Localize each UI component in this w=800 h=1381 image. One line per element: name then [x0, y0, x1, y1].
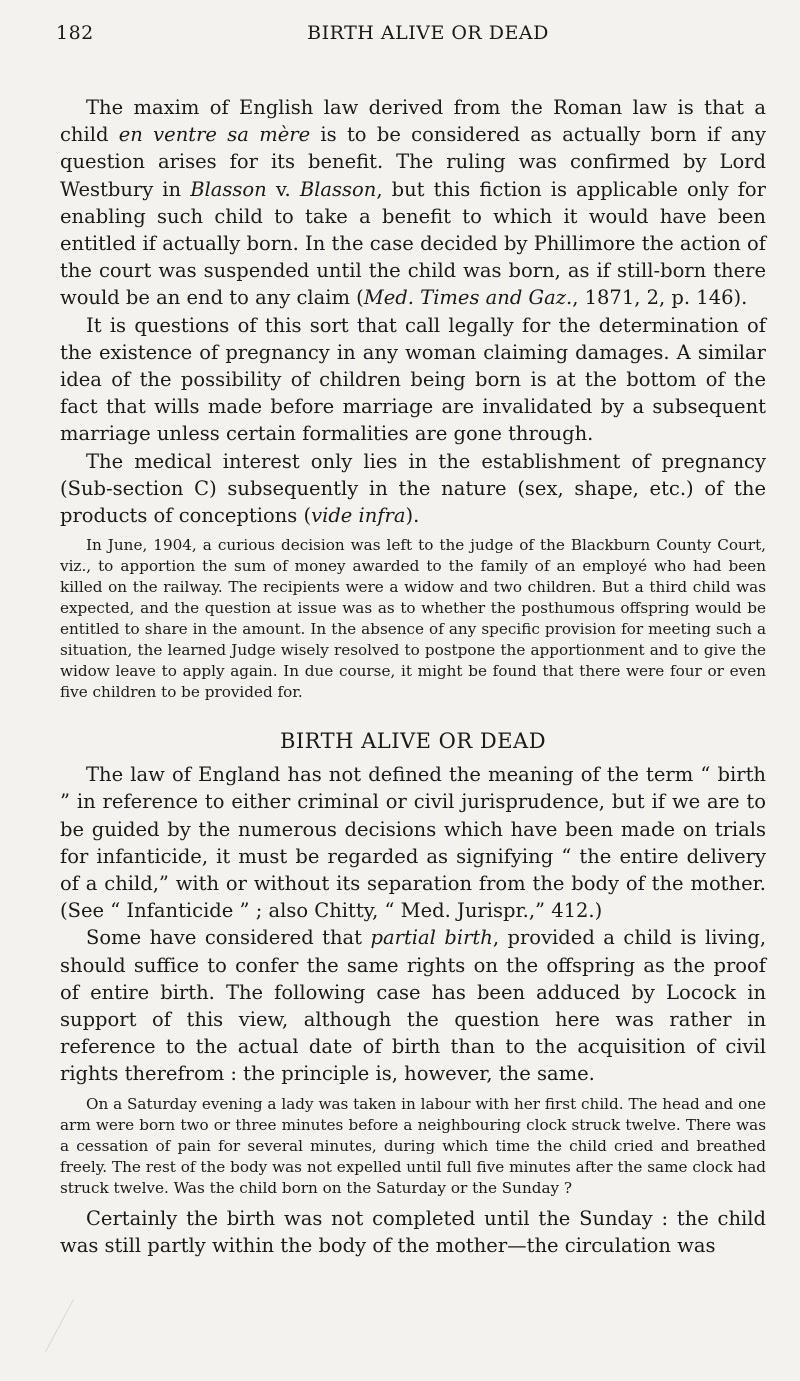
text-run: The maxim of English law derived from the Roman law is that a child	[60, 96, 766, 147]
note-saturday-case: On a Saturday evening a lady was taken in labour with her first child. The head and one arm were born two or three minutes before a neighbouring clock struck twelve. There was a cessation of pain for several minutes, during which time the child cried and breathed freely. The rest of the body was not expelled until full five minutes after the same clock had struck twelve. Was the child born on the Saturday or the Sunday ?	[60, 1094, 766, 1197]
paragraph-conclusion: Certainly the birth was not completed until the Sunday : the child was still partly within the body of the mother—the circulation was	[60, 1206, 766, 1257]
running-header	[56, 14, 760, 50]
paragraph-partial-birth	[60, 924, 766, 1087]
italic-run: vide infra	[311, 504, 406, 528]
page-body	[60, 94, 766, 1259]
italic-run: Med. Times and Gaz.	[363, 286, 573, 310]
running-title: BIRTH ALIVE OR DEAD	[307, 22, 549, 44]
text-run: ).	[405, 504, 420, 528]
text-run: Some have considered that	[86, 926, 371, 950]
text-run: v.	[266, 177, 300, 201]
text-run: is to be considered as actually born if any question arises for its benefit. The ruling was confirmed by Lord Westbury in	[60, 123, 766, 201]
pencil-mark	[45, 1299, 92, 1362]
text-run: The medical interest only lies in the establishment of pregnancy (Sub-section C) subsequently in the nature (sex, shape, etc.) of the products of conceptions (	[60, 449, 766, 528]
note-blackburn-case: In June, 1904, a curious decision was left to the judge of the Blackburn County Court, viz., to apportion the sum of money awarded to the family of an employé who had been killed on the railway. The recipients were a widow and two children. But a third child was expected, and the question at issue was as to whether the posthumous offspring would be entitled to share in the amount. In the absence of any specific provision for meeting such a situation, the learned Judge wisely resolved to postpone the apportionment and to give the widow leave to apply again. In due course, it might be found that there were four or even five children to be provided for.	[60, 536, 766, 702]
italic-run: Blasson	[299, 177, 377, 201]
italic-run: partial birth	[370, 926, 493, 950]
text-run: , 1871, 2, p. 146).	[572, 286, 748, 310]
italic-run: Blasson	[190, 177, 267, 201]
text-run: , provided a child is living, should suffice to confer the same rights on the offspring as the proof of entire birth. The following case has been adduced by Locock in support of this view, although the question here was rather in reference to the actual date of birth than to the acquisition of civil rights therefrom : the principle is, however, the same.	[60, 926, 767, 1086]
text-run: , but this fiction is applicable only for enabling such child to take a benefit to which it would have been entitled if actually born. In the case decided by Phillimore the action of the court was suspended until the child was born, as if still-born there would be an end to any claim (	[60, 177, 766, 310]
paragraph-roman-law	[60, 94, 766, 312]
page-number: 182	[56, 22, 94, 44]
paragraph-medical-interest	[60, 448, 766, 530]
paragraph-definition-of-birth: The law of England has not defined the meaning of the term “ birth ” in reference to either criminal or civil jurisprudence, but if we are to be guided by the numerous decisions which have been made on trials for infanticide, it must be regarded as signifying “ the entire delivery of a child,” with or without its separation from the body of the mother. (See “ Infanticide ” ; also Chitty, “ Med. Jurispr.,” 412.)	[60, 763, 766, 923]
paragraph-pregnancy-determination: It is questions of this sort that call legally for the determination of the existence of pregnancy in any woman claiming damages. A similar idea of the possibility of children being born is at the bottom of the fact that wills made before marriage are invalidated by a subsequent marriage unless certain formalities are gone through.	[60, 313, 766, 446]
section-heading: BIRTH ALIVE OR DEAD	[279, 729, 547, 754]
italic-run: en ventre sa mère	[118, 123, 311, 147]
